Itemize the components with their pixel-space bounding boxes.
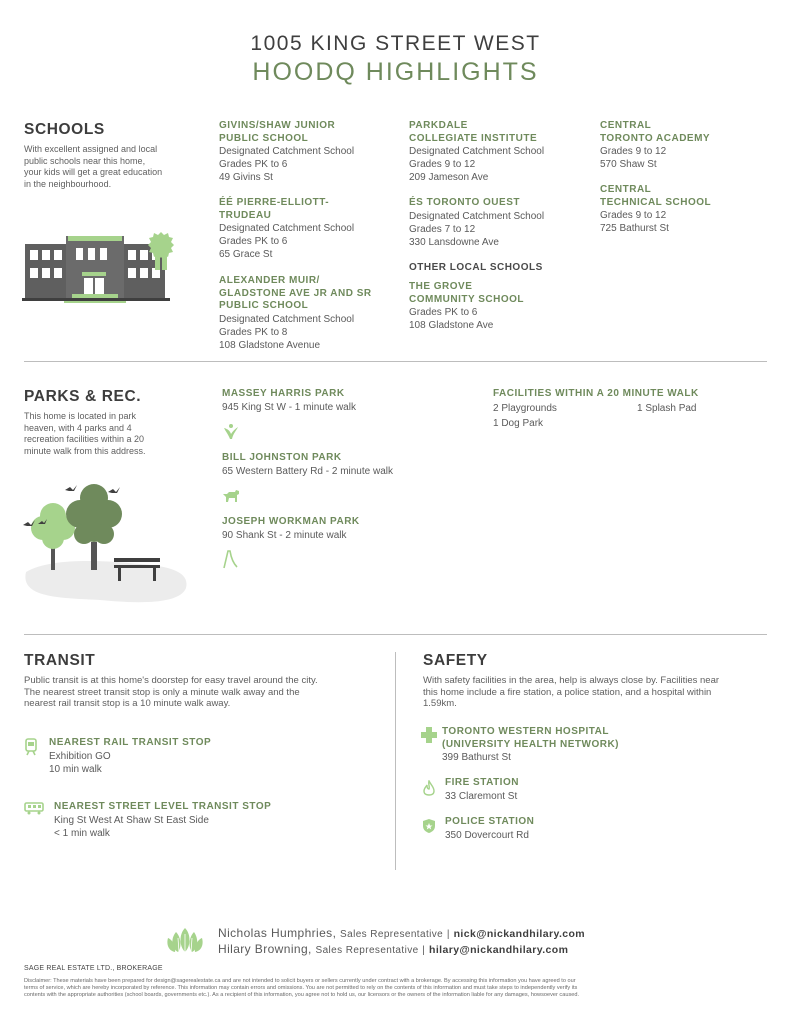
park-bill-johnston: BILL JOHNSTON PARK 65 Western Battery Rd - 2 minute walk	[222, 452, 393, 477]
school-central-technical: CENTRAL TECHNICAL SCHOOL Grades 9 to 12 725 Bathurst St	[600, 184, 712, 234]
safety-title: SAFETY	[423, 652, 488, 669]
disclaimer-text: Disclaimer: These materials have been prepared for design@sagerealestate.ca and are not intended to solicit buyers or sellers currently under contract with a brokerage. By accessing this information you have agreed to our terms of service, which are hereby incorporated by reference. This information may contain errors and omissions. You are not permitted to rely on the contents of this information and must take steps to independently verify its contents with the appropriate authorities (school boards, governments etc.). As a recipient of this information, you agree not to hold us, our licensors or the owners of the information liable for any damages, howsoever caused.	[24, 978, 580, 999]
transit-title: TRANSIT	[24, 652, 96, 669]
column-divider	[395, 652, 396, 870]
page-subtitle: HOODQ HIGHLIGHTS	[252, 58, 539, 86]
park-massey-harris: MASSEY HARRIS PARK 945 King St W - 1 minute walk	[222, 388, 356, 413]
facilities-section: FACILITIES WITHIN A 20 MINUTE WALK	[493, 388, 699, 399]
bus-icon	[24, 801, 44, 815]
facility-splash-pad: 1 Splash Pad	[637, 403, 697, 414]
parks-description: This home is located in park heaven, with 4 parks and 4 recreation facilities within a 20 minute walk from this address.	[24, 411, 146, 456]
police-shield-icon	[422, 818, 436, 834]
safety-description: With safety facilities in the area, help is always close by. Facilities near this home include a fire station, a police station, and a hospital within 1.59km.	[423, 675, 720, 709]
other-schools-label: OTHER LOCAL SCHOOLS	[409, 262, 543, 273]
police-station: POLICE STATION 350 Dovercourt Rd	[445, 816, 535, 841]
playground-slide-icon	[222, 549, 238, 569]
fire-icon	[423, 780, 435, 796]
school-givins-shaw: GIVINS/SHAW JUNIOR PUBLIC SCHOOL Designated Catchment School Grades PK to 6 49 Givins St	[219, 120, 355, 183]
school-toronto-ouest: ÉS TORONTO OUEST Designated Catchment School Grades 7 to 12 330 Lansdowne Ave	[409, 197, 545, 248]
parks-title: PARKS & REC.	[24, 388, 142, 405]
park-trees-icon	[20, 480, 190, 606]
street-transit-stop: NEAREST STREET LEVEL TRANSIT STOP King St West At Shaw St East Side < 1 min walk	[54, 801, 272, 839]
rail-transit-stop: NEAREST RAIL TRANSIT STOP Exhibition GO 10 min walk	[49, 737, 212, 775]
school-alexander-muir: ALEXANDER MUIR/ GLADSTONE AVE JR AND SR PUBLIC SCHOOL Designated Catchment School Grades PK to 8 108 Gladstone Avenue	[219, 275, 372, 351]
schools-title: SCHOOLS	[24, 121, 105, 138]
dog-park-icon	[222, 489, 240, 503]
school-pierre-elliott-trudeau: ÉÉ PIERRE-ELLIOTT- TRUDEAU Designated Catchment School Grades PK to 6 65 Grace St	[219, 197, 355, 260]
fire-station: FIRE STATION 33 Claremont St	[445, 777, 519, 802]
agent-nicholas: Nicholas Humphries, Sales Representative | nick@nickandhilary.com	[218, 926, 586, 940]
school-parkdale-collegiate: PARKDALE COLLEGIATE INSTITUTE Designated Catchment School Grades 9 to 12 209 Jameson Ave	[409, 120, 545, 183]
hospital-toronto-western: TORONTO WESTERN HOSPITAL (UNIVERSITY HEALTH NETWORK) 399 Bathurst St	[442, 726, 620, 763]
school-building-icon	[22, 228, 182, 306]
park-joseph-workman: JOSEPH WORKMAN PARK 90 Shank St - 2 minute walk	[222, 516, 360, 541]
transit-description: Public transit is at this home's doorstep for easy travel around the city. The nearest street transit stop is only a minute walk away and the nearest rail transit stop is a 10 minute walk away.	[24, 675, 318, 709]
agent-hilary: Hilary Browning, Sales Representative | hilary@nickandhilary.com	[218, 942, 569, 956]
facility-playgrounds: 2 Playgrounds	[493, 403, 557, 414]
train-icon	[24, 738, 38, 756]
agent-nicholas-email[interactable]: nick@nickandhilary.com	[453, 928, 586, 940]
agent-hilary-email[interactable]: hilary@nickandhilary.com	[429, 944, 569, 956]
schools-description: With excellent assigned and local public schools near this home, your kids will get a great education in the neighbourhood.	[24, 144, 163, 189]
section-divider	[24, 634, 767, 635]
section-divider	[24, 361, 767, 362]
facility-dog-park: 1 Dog Park	[493, 418, 544, 429]
school-the-grove: THE GROVE COMMUNITY SCHOOL Grades PK to 6 108 Gladstone Ave	[409, 281, 525, 331]
splash-pad-icon	[222, 422, 240, 440]
brokerage-name: SAGE REAL ESTATE LTD., BROKERAGE	[24, 965, 163, 972]
school-central-toronto-academy: CENTRAL TORONTO ACADEMY Grades 9 to 12 570 Shaw St	[600, 120, 711, 170]
hospital-cross-icon	[421, 727, 437, 743]
sage-logo-icon	[165, 924, 205, 956]
page-address: 1005 KING STREET WEST	[250, 32, 541, 55]
